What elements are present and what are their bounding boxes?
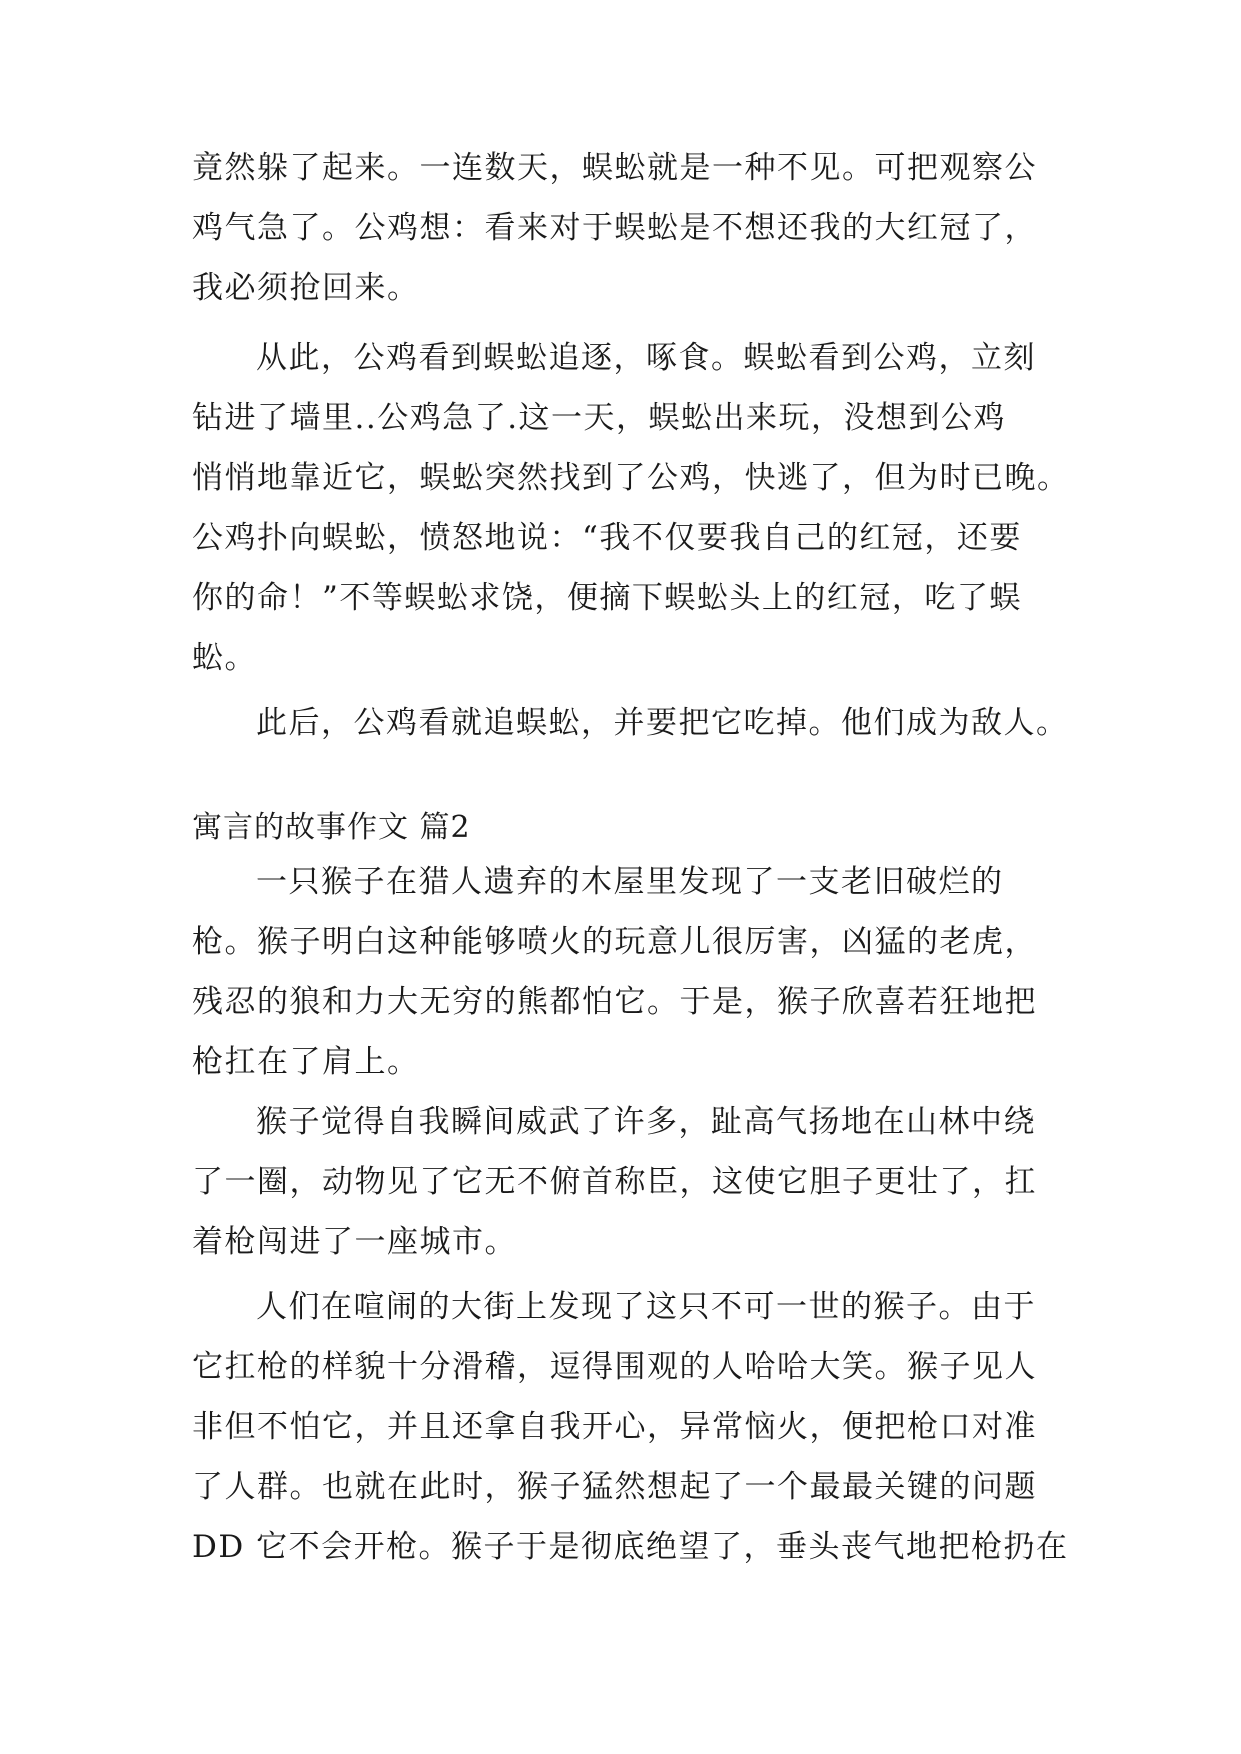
- text-line: 我必须抢回来。: [192, 270, 420, 306]
- section-heading: 寓言的故事作文 篇2: [192, 810, 471, 845]
- paragraph-start-line: 人们在喧闹的大街上发现了这只不可一世的猴子。由于: [256, 1289, 1036, 1325]
- text-line: 鸡气急了。公鸡想：看来对于蜈蚣是不想还我的大红冠了，: [192, 210, 1037, 246]
- text-line: 竟然躲了起来。一连数天，蜈蚣就是一种不见。可把观察公: [192, 150, 1037, 186]
- text-line: 公鸡扑向蜈蚣，愤怒地说：“我不仅要我自己的红冠，还要: [192, 520, 1022, 556]
- paragraph-start-line: 一只猴子在猎人遗弃的木屋里发现了一支老旧破烂的: [256, 864, 1004, 900]
- text-line: 着枪闯进了一座城市。: [192, 1224, 517, 1260]
- text-line: 了人群。也就在此时，猴子猛然想起了一个最最关键的问题: [192, 1469, 1037, 1505]
- text-line: 了一圈，动物见了它无不俯首称臣，这使它胆子更壮了，扛: [192, 1164, 1037, 1200]
- paragraph-start-line: 从此，公鸡看到蜈蚣追逐，啄食。蜈蚣看到公鸡，立刻: [256, 340, 1036, 376]
- text-line: 残忍的狼和力大无穷的熊都怕它。于是，猴子欣喜若狂地把: [192, 984, 1037, 1020]
- text-line: 你的命！”不等蜈蚣求饶，便摘下蜈蚣头上的红冠，吃了蜈: [192, 580, 1022, 616]
- paragraph-start-line: 猴子觉得自我瞬间威武了许多，趾高气扬地在山林中绕: [256, 1104, 1036, 1140]
- text-line: 枪。猴子明白这种能够喷火的玩意儿很厉害，凶猛的老虎，: [192, 924, 1037, 960]
- text-line: 非但不怕它，并且还拿自我开心，异常恼火，便把枪口对准: [192, 1409, 1037, 1445]
- text-line: 钻进了墙里..公鸡急了.这一天，蜈蚣出来玩，没想到公鸡: [192, 400, 1007, 436]
- paragraph-start-line: 此后，公鸡看就追蜈蚣，并要把它吃掉。他们成为敌人。: [256, 705, 1069, 741]
- text-line: 悄悄地靠近它，蜈蚣突然找到了公鸡，快逃了，但为时已晚。: [192, 460, 1070, 496]
- text-line: DD 它不会开枪。猴子于是彻底绝望了，垂头丧气地把枪扔在: [192, 1529, 1069, 1565]
- text-line: 它扛枪的样貌十分滑稽，逗得围观的人哈哈大笑。猴子见人: [192, 1349, 1037, 1385]
- text-line: 枪扛在了肩上。: [192, 1044, 420, 1080]
- text-line: 蚣。: [192, 640, 257, 676]
